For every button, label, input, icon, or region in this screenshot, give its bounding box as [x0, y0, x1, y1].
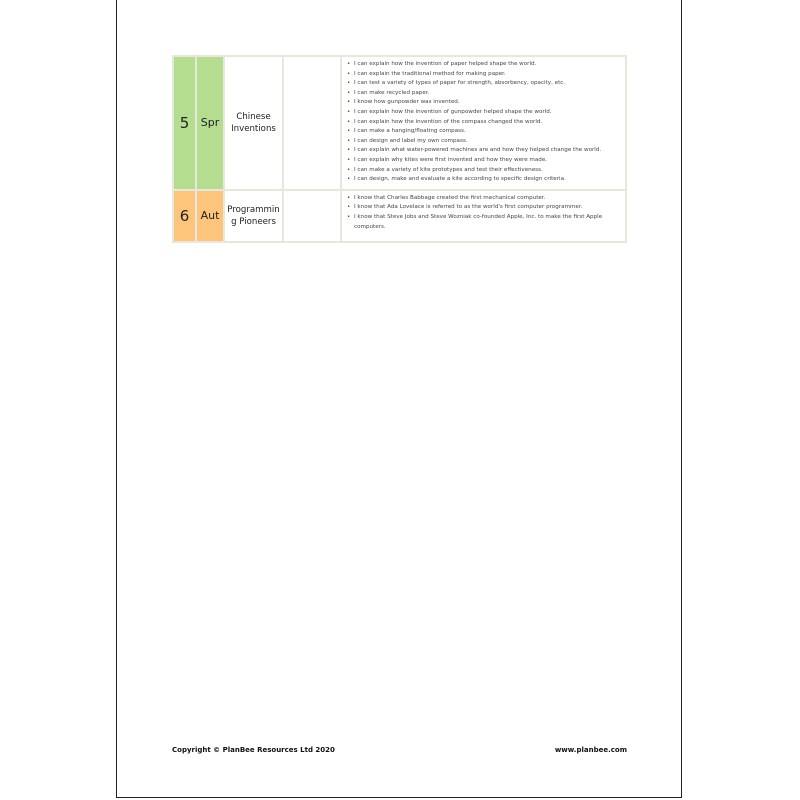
objective-item: • I can make recycled paper.: [354, 89, 621, 99]
objective-item: • I can test a variety of types of paper for strength, absorbency, opacity, etc.: [354, 79, 621, 89]
objective-item: • I know how gunpowder was invented.: [354, 98, 621, 108]
objective-item: • I can explain why kites were first invented and how they were made.: [354, 156, 621, 166]
objective-item: • I can design, make and evaluate a kite according to specific design criteria.: [354, 175, 621, 185]
curriculum-table: [172, 55, 627, 243]
table-row: [173, 190, 626, 242]
objective-item: • I can explain how the invention of paper helped shape the world.: [354, 60, 621, 70]
table-row: [173, 56, 626, 190]
objective-item: • I can explain how the invention of the compass changed the world.: [354, 118, 621, 128]
topic-cell: Chinese Inventions: [224, 56, 283, 190]
objective-item: • I know that Steve Jobs and Steve Wozniak co-founded Apple, Inc. to make the first Apple computers.: [354, 213, 621, 232]
objective-item: • I can explain how the invention of gunpowder helped shape the world.: [354, 108, 621, 118]
objective-item: • I can make a hanging/floating compass.: [354, 127, 621, 137]
objectives-list: [346, 194, 621, 232]
empty-cell: [283, 56, 341, 190]
year-number-cell: 5: [173, 56, 196, 190]
objectives-list: [346, 60, 621, 185]
term-cell: Spr: [196, 56, 224, 190]
objective-item: • I can make a variety of kite prototypes and test their effectiveness.: [354, 166, 621, 176]
objective-item: • I know that Charles Babbage created the first mechanical computer.: [354, 194, 621, 204]
objective-item: • I know that Ada Lovelace is referred to as the world's first computer programmer.: [354, 203, 621, 213]
empty-cell: [283, 190, 341, 242]
objective-item: • I can explain the traditional method for making paper.: [354, 70, 621, 80]
objectives-cell: [341, 190, 626, 242]
objective-item: • I can design and label my own compass.: [354, 137, 621, 147]
website-link[interactable]: www.planbee.com: [554, 746, 627, 754]
term-cell: Aut: [196, 190, 224, 242]
topic-cell: Programmin g Pioneers: [224, 190, 283, 242]
year-number-cell: 6: [173, 190, 196, 242]
objective-item: • I can explain what water-powered machines are and how they helped change the world.: [354, 146, 621, 156]
objectives-cell: [341, 56, 626, 190]
copyright-text: Copyright © PlanBee Resources Ltd 2020: [172, 746, 335, 754]
